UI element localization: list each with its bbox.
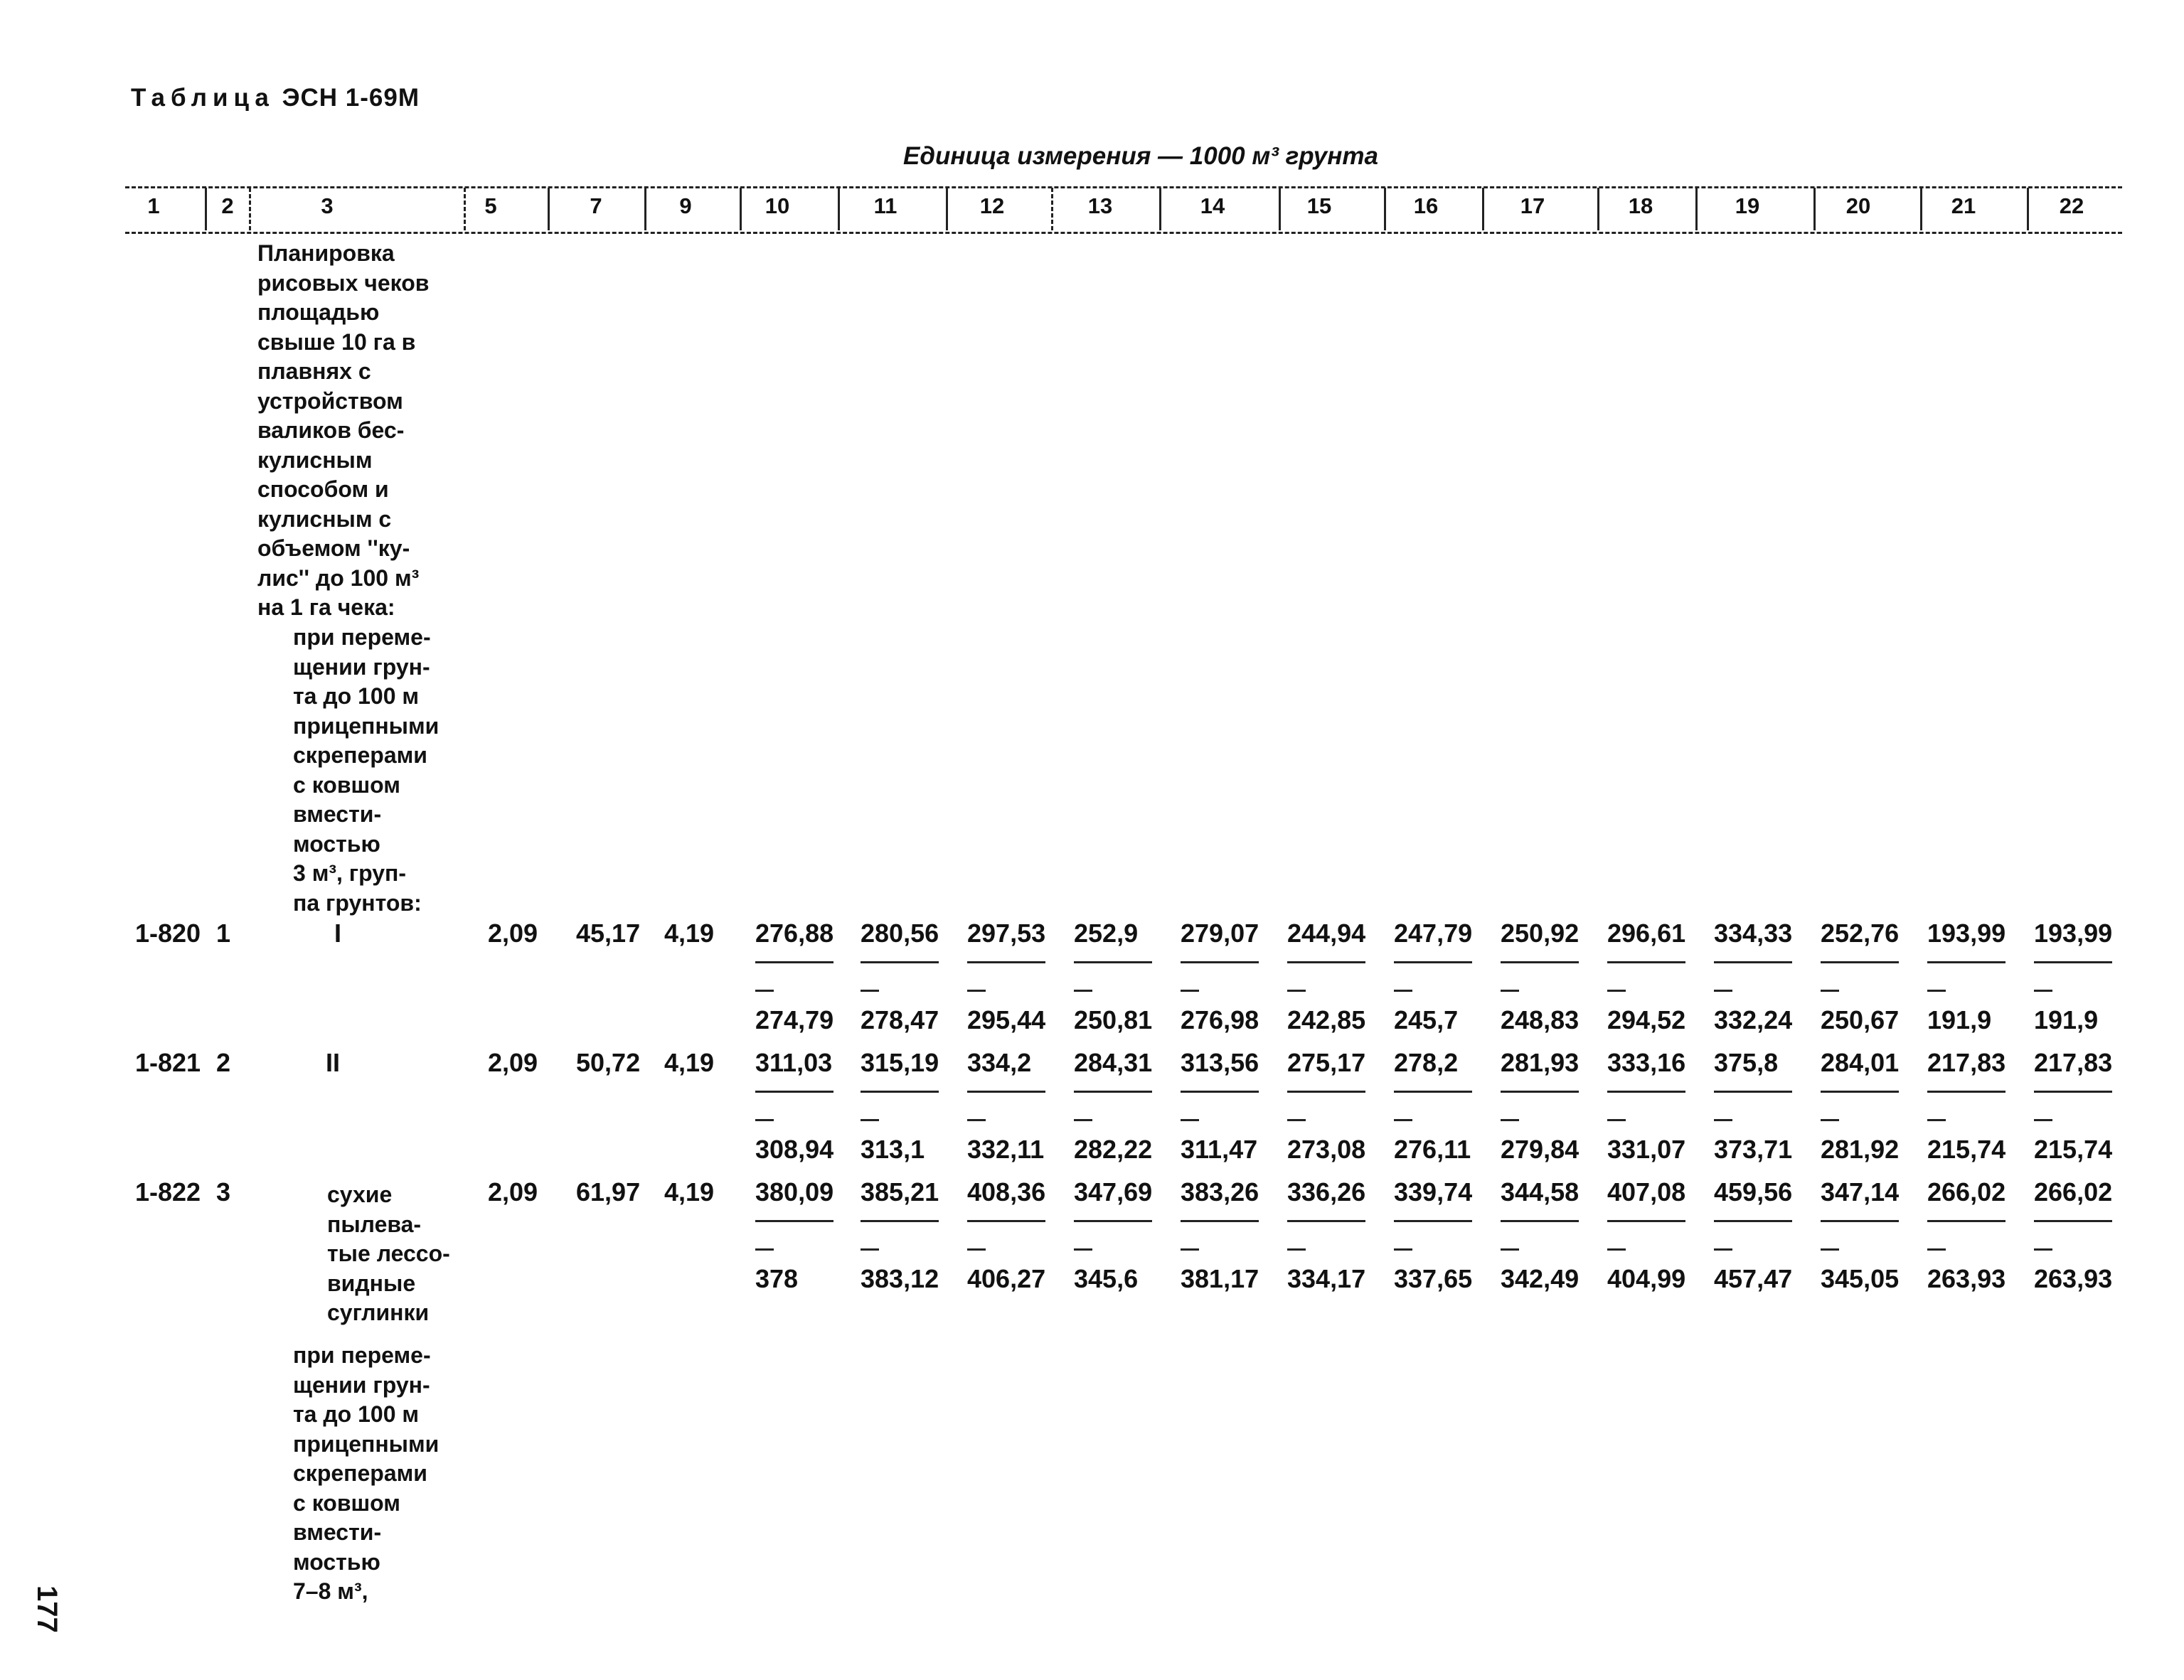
col-divider [249,188,251,230]
cell-col22-bottom: 215,74 [2034,1135,2113,1164]
fraction-bar [1287,1091,1365,1093]
header-bottom-rule [125,232,2122,234]
title-prefix: Таблица [131,84,275,112]
minus-sign [1074,990,1092,992]
col-divider [946,188,948,230]
page-number: 177 [31,1585,63,1633]
cell-col17-top: 281,93 [1501,1048,1580,1077]
fraction-bar [1181,1091,1259,1093]
minus-sign [755,1119,774,1121]
col-header-22: 22 [2059,193,2084,218]
cell-col10-top: 380,09 [755,1177,834,1207]
minus-sign [1181,1248,1199,1251]
col-header-11: 11 [873,193,897,218]
row-number: 2 [216,1048,231,1077]
minus-sign [1501,1248,1519,1251]
cell-col16-bottom: 245,7 [1394,1005,1459,1034]
col-header-10: 10 [765,193,790,218]
fraction-bar [1607,1220,1685,1222]
cell-col13-bottom: 250,81 [1074,1005,1153,1034]
cell-col16-bottom: 337,65 [1394,1264,1473,1293]
cell-col21-top: 217,83 [1927,1048,2006,1077]
row-number: 3 [216,1177,231,1207]
col-header-17: 17 [1520,193,1545,218]
cell-col22-top: 193,99 [2034,919,2113,948]
row-code: 1-821 [135,1048,201,1077]
minus-sign [1927,990,1946,992]
cell-col19-top: 334,33 [1714,919,1793,948]
table-title [131,84,420,112]
cell-col5: 2,09 [488,1048,538,1077]
cell-col19-bottom: 332,24 [1714,1005,1793,1034]
cell-col7: 61,97 [576,1177,641,1207]
col-divider [1482,188,1484,230]
fraction-bar [1287,1220,1365,1222]
cell-col19-top: 459,56 [1714,1177,1793,1207]
col-divider [1695,188,1698,230]
cell-col16-top: 339,74 [1394,1177,1473,1207]
cell-col20-bottom: 250,67 [1821,1005,1900,1034]
cell-col7: 50,72 [576,1048,641,1077]
cell-col15-bottom: 242,85 [1287,1005,1366,1034]
cell-col21-top: 266,02 [1927,1177,2006,1207]
cell-col14-bottom: 381,17 [1181,1264,1259,1293]
cell-col15-top: 275,17 [1287,1048,1366,1077]
cell-col18-bottom: 404,99 [1607,1264,1686,1293]
cell-col21-top: 193,99 [1927,919,2006,948]
cell-col22-bottom: 263,93 [2034,1264,2113,1293]
cell-col11-top: 385,21 [861,1177,939,1207]
fraction-bar [1074,1091,1152,1093]
work-subdescription-3m3: при переме- щении грун- та до 100 м прицепными скреперами с ковшом вмести- мостью 3 м³, груп- па грунтов: [293,624,440,916]
fraction-bar [2034,1091,2112,1093]
minus-sign [1181,990,1199,992]
cell-col7: 45,17 [576,919,641,948]
col-header-12: 12 [979,193,1005,218]
col-header-5: 5 [484,193,497,218]
cell-col14-top: 313,56 [1181,1048,1259,1077]
col-divider [1159,188,1161,230]
minus-sign [967,1119,986,1121]
cell-col22-bottom: 191,9 [2034,1005,2099,1034]
minus-sign [1821,1248,1839,1251]
minus-sign [1181,1119,1199,1121]
minus-sign [1821,1119,1839,1121]
minus-sign [1714,1119,1732,1121]
col-divider [1279,188,1281,230]
cell-col13-bottom: 345,6 [1074,1264,1139,1293]
minus-sign [861,1248,879,1251]
col-divider [1920,188,1922,230]
fraction-bar [967,1091,1045,1093]
cell-col20-bottom: 345,05 [1821,1264,1900,1293]
cell-col10-top: 311,03 [755,1048,833,1077]
cell-col17-top: 250,92 [1501,919,1580,948]
fraction-bar [755,1091,833,1093]
cell-col19-bottom: 373,71 [1714,1135,1793,1164]
cell-col15-top: 244,94 [1287,919,1366,948]
cell-col11-top: 280,56 [861,919,939,948]
cell-col17-bottom: 248,83 [1501,1005,1580,1034]
cell-col11-bottom: 313,1 [861,1135,925,1164]
col-header-15: 15 [1306,193,1332,218]
minus-sign [1074,1248,1092,1251]
minus-sign [1287,1119,1306,1121]
cell-col13-top: 347,69 [1074,1177,1153,1207]
cell-col12-top: 408,36 [967,1177,1046,1207]
minus-sign [1927,1119,1946,1121]
cell-col16-bottom: 276,11 [1394,1135,1471,1164]
row-number: 1 [216,919,231,948]
minus-sign [967,990,986,992]
cell-col13-top: 252,9 [1074,919,1139,948]
cell-col14-bottom: 311,47 [1181,1135,1258,1164]
cell-col9: 4,19 [664,1177,715,1207]
cell-col19-bottom: 457,47 [1714,1264,1793,1293]
fraction-bar [1607,961,1685,963]
cell-col20-top: 347,14 [1821,1177,1900,1207]
col-divider [1597,188,1599,230]
fraction-bar [1181,1220,1259,1222]
minus-sign [1607,990,1626,992]
fraction-bar [1074,961,1152,963]
col-divider [1813,188,1816,230]
cell-col15-bottom: 273,08 [1287,1135,1366,1164]
fraction-bar [1394,1091,1472,1093]
fraction-bar [861,1220,939,1222]
col-header-19: 19 [1735,193,1760,218]
cell-col11-bottom: 383,12 [861,1264,939,1293]
cell-col21-bottom: 263,93 [1927,1264,2006,1293]
fraction-bar [1394,1220,1472,1222]
col-header-14: 14 [1200,193,1225,218]
cell-col18-bottom: 331,07 [1607,1135,1686,1164]
fraction-bar [1181,961,1259,963]
minus-sign [755,1248,774,1251]
col-divider [838,188,840,230]
cell-col22-top: 217,83 [2034,1048,2113,1077]
minus-sign [1501,1119,1519,1121]
cell-col13-top: 284,31 [1074,1048,1153,1077]
cell-col10-bottom: 274,79 [755,1005,834,1034]
cell-col18-top: 296,61 [1607,919,1686,948]
soil-group: сухие пылева- тые лессо- видные суглинки [327,1182,450,1325]
col-header-21: 21 [1951,193,1976,218]
minus-sign [1501,990,1519,992]
cell-col9: 4,19 [664,1048,715,1077]
minus-sign [1714,1248,1732,1251]
cell-col21-bottom: 215,74 [1927,1135,2006,1164]
fraction-bar [861,961,939,963]
minus-sign [1394,990,1412,992]
col-header-13: 13 [1087,193,1113,218]
cell-col16-top: 247,79 [1394,919,1473,948]
col-header-18: 18 [1628,193,1653,218]
cell-col14-bottom: 276,98 [1181,1005,1259,1034]
fraction-bar [1501,961,1579,963]
minus-sign [1394,1119,1412,1121]
col-divider [644,188,646,230]
minus-sign [1287,1248,1306,1251]
cell-col15-top: 336,26 [1287,1177,1366,1207]
work-description: Планировка рисовых чеков площадью свыше 10 га в плавнях с устройством валиков бес- кулисным способом и кулисным с объемом ''ку- лис'' до 100 м³ на 1 га чека: [257,240,430,620]
minus-sign [1287,990,1306,992]
col-header-3: 3 [321,193,334,218]
fraction-bar [1714,1220,1792,1222]
col-divider [1384,188,1386,230]
cell-col5: 2,09 [488,1177,538,1207]
cell-col5: 2,09 [488,919,538,948]
cell-col16-top: 278,2 [1394,1048,1459,1077]
fraction-bar [1927,961,2005,963]
fraction-bar [1714,961,1792,963]
minus-sign [2034,1248,2052,1251]
col-header-20: 20 [1845,193,1871,218]
cell-col11-top: 315,19 [861,1048,939,1077]
col-header-1: 1 [147,193,160,218]
fraction-bar [1927,1091,2005,1093]
header-top-rule [125,186,2122,188]
cell-col10-bottom: 308,94 [755,1135,834,1164]
fraction-bar [967,961,1045,963]
fraction-bar [1821,961,1899,963]
fraction-bar [1287,961,1365,963]
cell-col19-top: 375,8 [1714,1048,1779,1077]
cell-col17-top: 344,58 [1501,1177,1580,1207]
cell-col18-top: 407,08 [1607,1177,1686,1207]
soil-group: I [334,919,342,948]
fraction-bar [1074,1220,1152,1222]
cell-col22-top: 266,02 [2034,1177,2113,1207]
cell-col17-bottom: 279,84 [1501,1135,1580,1164]
col-divider [205,188,207,230]
fraction-bar [1607,1091,1685,1093]
unit-note: Единица измерения — 1000 м³ грунта [903,142,1378,170]
cell-col12-bottom: 332,11 [967,1135,1045,1164]
cell-col14-top: 383,26 [1181,1177,1259,1207]
minus-sign [1607,1119,1626,1121]
cell-col20-top: 284,01 [1821,1048,1900,1077]
fraction-bar [1501,1220,1579,1222]
fraction-bar [2034,961,2112,963]
cell-col13-bottom: 282,22 [1074,1135,1153,1164]
fraction-bar [861,1091,939,1093]
cell-col11-bottom: 278,47 [861,1005,939,1034]
fraction-bar [1394,961,1472,963]
cell-col20-bottom: 281,92 [1821,1135,1900,1164]
minus-sign [1394,1248,1412,1251]
fraction-bar [1927,1220,2005,1222]
col-divider [548,188,550,230]
fraction-bar [1821,1220,1899,1222]
col-divider [2027,188,2029,230]
soil-group: II [326,1048,341,1077]
fraction-bar [1714,1091,1792,1093]
fraction-bar [967,1220,1045,1222]
minus-sign [1821,990,1839,992]
minus-sign [967,1248,986,1251]
fraction-bar [1501,1091,1579,1093]
fraction-bar [755,961,833,963]
fraction-bar [1821,1091,1899,1093]
minus-sign [861,1119,879,1121]
fraction-bar [755,1220,833,1222]
row-code: 1-822 [135,1177,201,1207]
cell-col17-bottom: 342,49 [1501,1264,1580,1293]
cell-col18-top: 333,16 [1607,1048,1686,1077]
minus-sign [2034,1119,2052,1121]
cell-col12-top: 297,53 [967,919,1046,948]
col-divider [1051,188,1053,230]
cell-col20-top: 252,76 [1821,919,1900,948]
cell-col14-top: 279,07 [1181,919,1259,948]
cell-col10-top: 276,88 [755,919,834,948]
minus-sign [1074,1119,1092,1121]
col-header-9: 9 [679,193,692,218]
minus-sign [2034,990,2052,992]
title-code: ЭСН 1-69М [282,84,420,112]
fraction-bar [2034,1220,2112,1222]
col-divider [464,188,466,230]
cell-col12-top: 334,2 [967,1048,1032,1077]
minus-sign [1927,1248,1946,1251]
minus-sign [861,990,879,992]
col-header-7: 7 [590,193,602,218]
cell-col21-bottom: 191,9 [1927,1005,1992,1034]
cell-col9: 4,19 [664,919,715,948]
col-header-2: 2 [221,193,234,218]
col-header-16: 16 [1413,193,1439,218]
cell-col12-bottom: 406,27 [967,1264,1046,1293]
cell-col18-bottom: 294,52 [1607,1005,1686,1034]
col-divider [740,188,742,230]
minus-sign [1714,990,1732,992]
cell-col10-bottom: 378 [755,1264,799,1293]
minus-sign [1607,1248,1626,1251]
cell-col12-bottom: 295,44 [967,1005,1046,1034]
cell-col15-bottom: 334,17 [1287,1264,1366,1293]
minus-sign [755,990,774,992]
row-code: 1-820 [135,919,201,948]
work-subdescription-7-8m3: при переме- щении грун- та до 100 м прицепными скреперами с ковшом вмести- мостью 7–8 м³, [293,1342,440,1604]
